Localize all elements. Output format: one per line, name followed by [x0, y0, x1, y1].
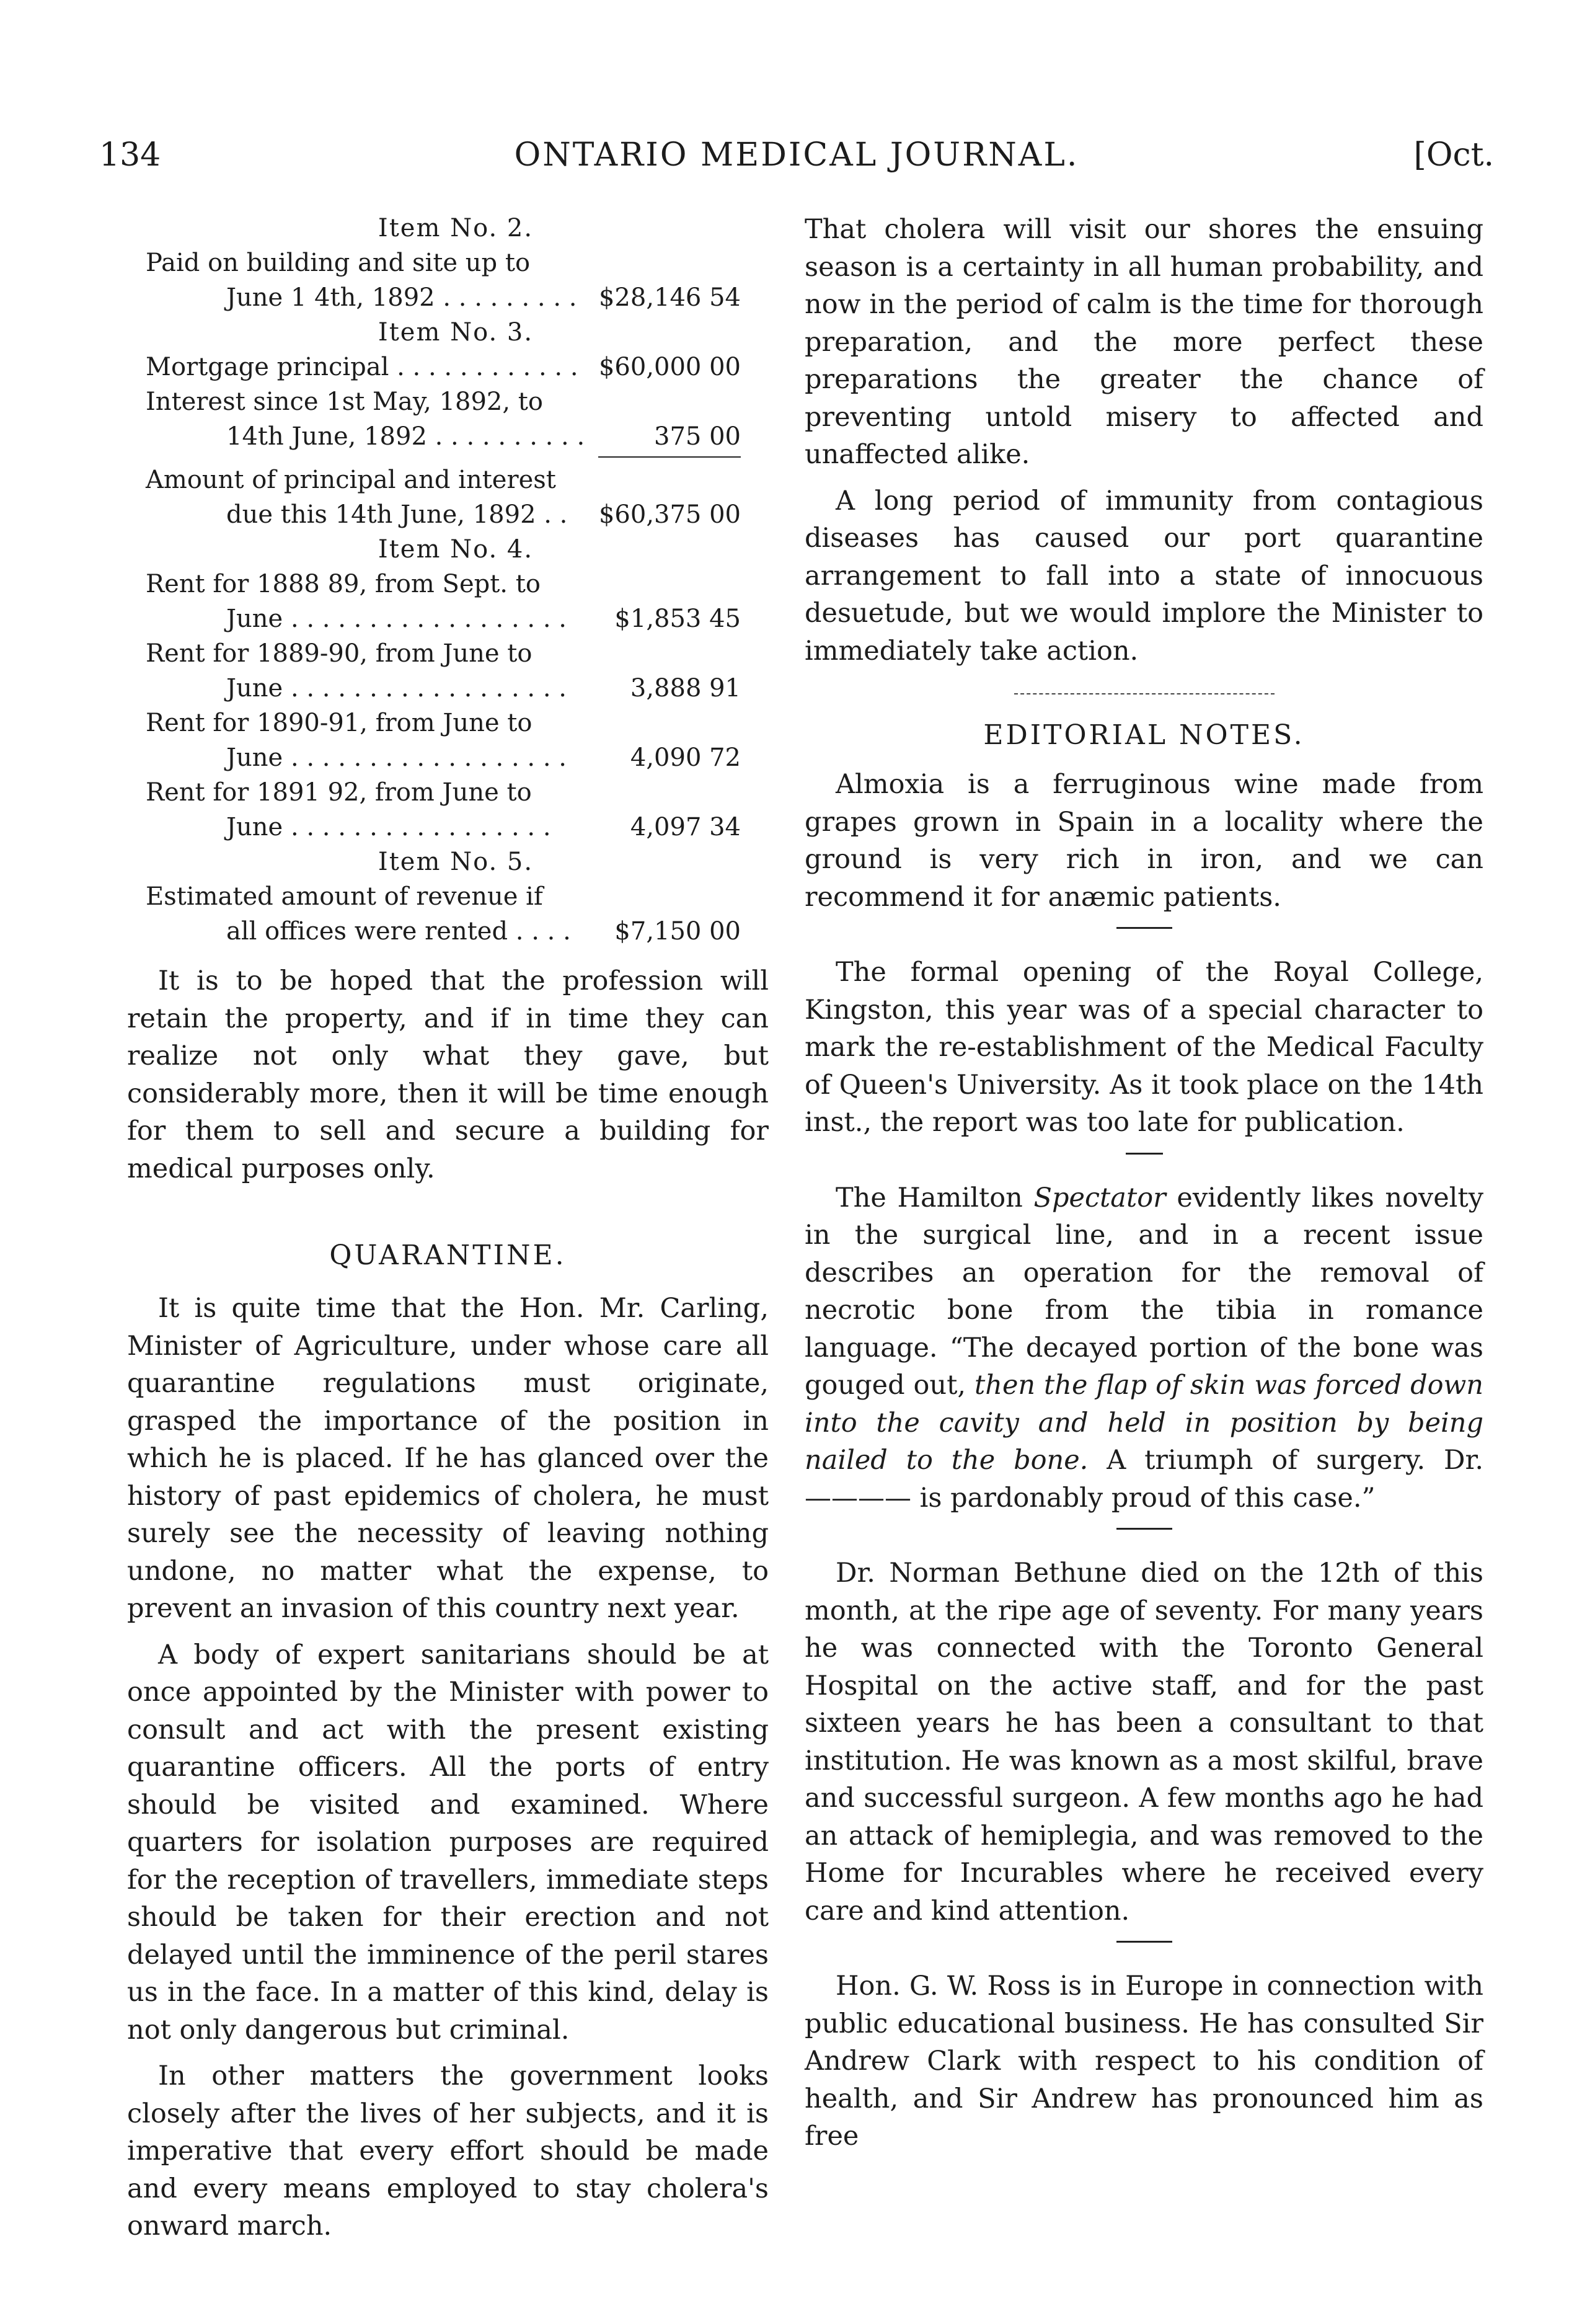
spectator-note [805, 1179, 1483, 1517]
rent-3-line2: June . . . . . . . . . . . . . . . . . . [226, 743, 567, 772]
rent-2-line2: June . . . . . . . . . . . . . . . . . . [226, 674, 567, 703]
interest-row [146, 419, 741, 454]
bethune-note: Dr. Norman Bethune died on the 12th of this month, at the ripe age of seventy. For many years he was connected with the Toronto General Hospital on the active staff, and for the past sixteen years he has been a consultant to that institution. He was known as a most skilful, brave and successful surgeon. A few months ago he had an attack of hemiplegia, and was removed to the Home for Incurables where he received every care and kind attention. [805, 1558, 1483, 1927]
item-5-line2: all offices were rented . . . . [226, 917, 571, 946]
almoxia-note: Almoxia is a ferruginous wine made from grapes grown in Spain in a locality where the ground is very rich in iron, and we can recommend it for anæmic patients. [805, 769, 1483, 913]
mortgage-label: Mortgage principal . . . . . . . . . . . . [146, 353, 578, 381]
heading-gap-right [805, 751, 1483, 766]
interest-line1: Interest since 1st May, 1892, to [146, 388, 543, 416]
note-separator-2 [1126, 1153, 1163, 1155]
rent-3-row [146, 740, 741, 775]
sum-rule [598, 456, 741, 458]
spectator-quote-italic: then the flap of skin was forced down into the cavity and held in position by being nailed to the bone. [805, 1370, 1483, 1476]
note-separator-4 [1116, 1941, 1172, 1943]
item-2-row [146, 280, 741, 315]
rule-gap-bottom [805, 694, 1483, 719]
rule-gap-top [805, 678, 1483, 693]
total-line2: due this 14th June, 1892 . . [226, 500, 568, 529]
left-column [127, 211, 769, 2254]
property-paragraph: It is to be hoped that the profession will retain the property, and if in time they can realize not only what they gave, but considerably more, then it will be time enough for them to sell and secure a building for medical purposes only. [127, 965, 769, 1184]
note-separator-3 [1116, 1528, 1172, 1530]
rent-3-amount: 4,090 72 [630, 743, 741, 772]
spectator-name: Spectator [1033, 1182, 1166, 1213]
heading-gap [127, 1271, 769, 1290]
issue-month: [Oct. [1413, 136, 1494, 174]
rent-4-row [146, 810, 741, 845]
ross-note: Hon. G. W. Ross is in Europe in connection with public educational business. He has consulted Sir Andrew Clark with respect to his condition of health, and Sir Andrew has pronounced him as free [805, 1971, 1483, 2152]
right-column [805, 211, 1483, 2164]
quarantine-paragraph-1: It is quite time that the Hon. Mr. Carling, Minister of Agriculture, under whose care all quarantine regulations must originate, grasped the importance of the position in which he is placed. If he has glanced over the history of past epidemics of cholera, he must surely see the necessity of leaving nothing undone, no matter what the expense, to prevent an invasion of this country next year. [127, 1293, 769, 1624]
building-accounts [146, 211, 741, 949]
item-4-heading: Item No. 4. [378, 535, 534, 564]
interest-line2: 14th June, 1892 . . . . . . . . . . [226, 422, 585, 451]
royal-college-note: The formal opening of the Royal College, Kingston, this year was of a special character to mark the re-establishment of the Medical Faculty of Queen's University. As it took place on the 14th inst., the report was too late for publication. [805, 957, 1483, 1138]
rent-1-line2: June . . . . . . . . . . . . . . . . . . [226, 605, 567, 633]
mortgage-row [146, 350, 741, 384]
cholera-paragraph-1: That cholera will visit our shores the ensuing season is a certainty in all human probability, and now in the period of calm is the time for thorough preparation, and the more perfect these preparations the greater the chance of preventing untold misery to affected and unaffected alike. [805, 214, 1483, 470]
quarantine-paragraph-3: In other matters the government looks closely after the lives of her subjects, and it is imperative that every effort should be made and every means employed to stay cholera's onward march. [127, 2060, 769, 2242]
quarantine-paragraph-2: A body of expert sanitarians should be at once appointed by the Minister with power to consult and act with the present existing quarantine officers. All the ports of entry should be visited and examined. Where quarters for isolation purposes are required for the reception of travellers, immediate steps should be taken for their erection and not delayed until the imminence of the peril stares us in the face. In a matter of this kind, delay is not only dangerous but criminal. [127, 1639, 769, 2046]
interest-amount: 375 00 [654, 422, 741, 451]
total-amount: $60,375 00 [598, 500, 741, 529]
item-5-line1: Estimated amount of revenue if [146, 882, 543, 911]
item-2-line2: June 1 4th, 1892 . . . . . . . . . [226, 283, 577, 312]
rent-2-row [146, 671, 741, 706]
note-separator-1 [1116, 927, 1172, 929]
item-2-amount: $28,146 54 [598, 283, 741, 312]
quarantine-heading: QUARANTINE. [329, 1240, 567, 1271]
rent-1-line1: Rent for 1888 89, from Sept. to [146, 570, 541, 598]
rent-1-amount: $1,853 45 [614, 605, 741, 633]
cholera-paragraph-2: A long period of immunity from contagious diseases has caused our port quarantine arrangement to fall into a state of innocuous desuetude, but we would implore the Minister to immediately take action. [805, 485, 1483, 667]
spectator-text-c: A triumph of surgery. Dr. ———— is pardonably proud of this case.” [805, 1445, 1483, 1514]
item-3-heading: Item No. 3. [378, 318, 534, 347]
rent-2-amount: 3,888 91 [630, 674, 741, 703]
journal-title: ONTARIO MEDICAL JOURNAL. [514, 136, 1079, 174]
page-number: 134 [99, 136, 161, 174]
editorial-notes-heading: EDITORIAL NOTES. [983, 719, 1305, 751]
item-5-row [146, 914, 741, 949]
item-5-heading: Item No. 5. [378, 848, 534, 876]
item-2-line1: Paid on building and site up to [146, 249, 531, 277]
mortgage-amount: $60,000 00 [598, 353, 741, 381]
rent-4-line1: Rent for 1891 92, from June to [146, 778, 532, 807]
spectator-text-b: evidently likes novelty in the surgical line, and in a recent issue describes an operation for the removal of necrotic bone from the tibia in romance language. “The decayed portion of the bone was gouged out, [805, 1182, 1483, 1401]
item-5-amount: $7,150 00 [614, 917, 741, 946]
running-header [99, 136, 1494, 192]
rent-4-line2: June . . . . . . . . . . . . . . . . . [226, 813, 551, 841]
item-2-heading: Item No. 2. [378, 214, 534, 242]
rent-1-row [146, 601, 741, 636]
rent-4-amount: 4,097 34 [630, 813, 741, 841]
spectator-text-a: The Hamilton [836, 1182, 1034, 1213]
total-row [146, 497, 741, 532]
rent-3-line1: Rent for 1890-91, from June to [146, 709, 532, 737]
total-line1: Amount of principal and interest [146, 466, 556, 494]
rent-2-line1: Rent for 1889-90, from June to [146, 639, 532, 668]
section-gap [127, 1196, 769, 1240]
